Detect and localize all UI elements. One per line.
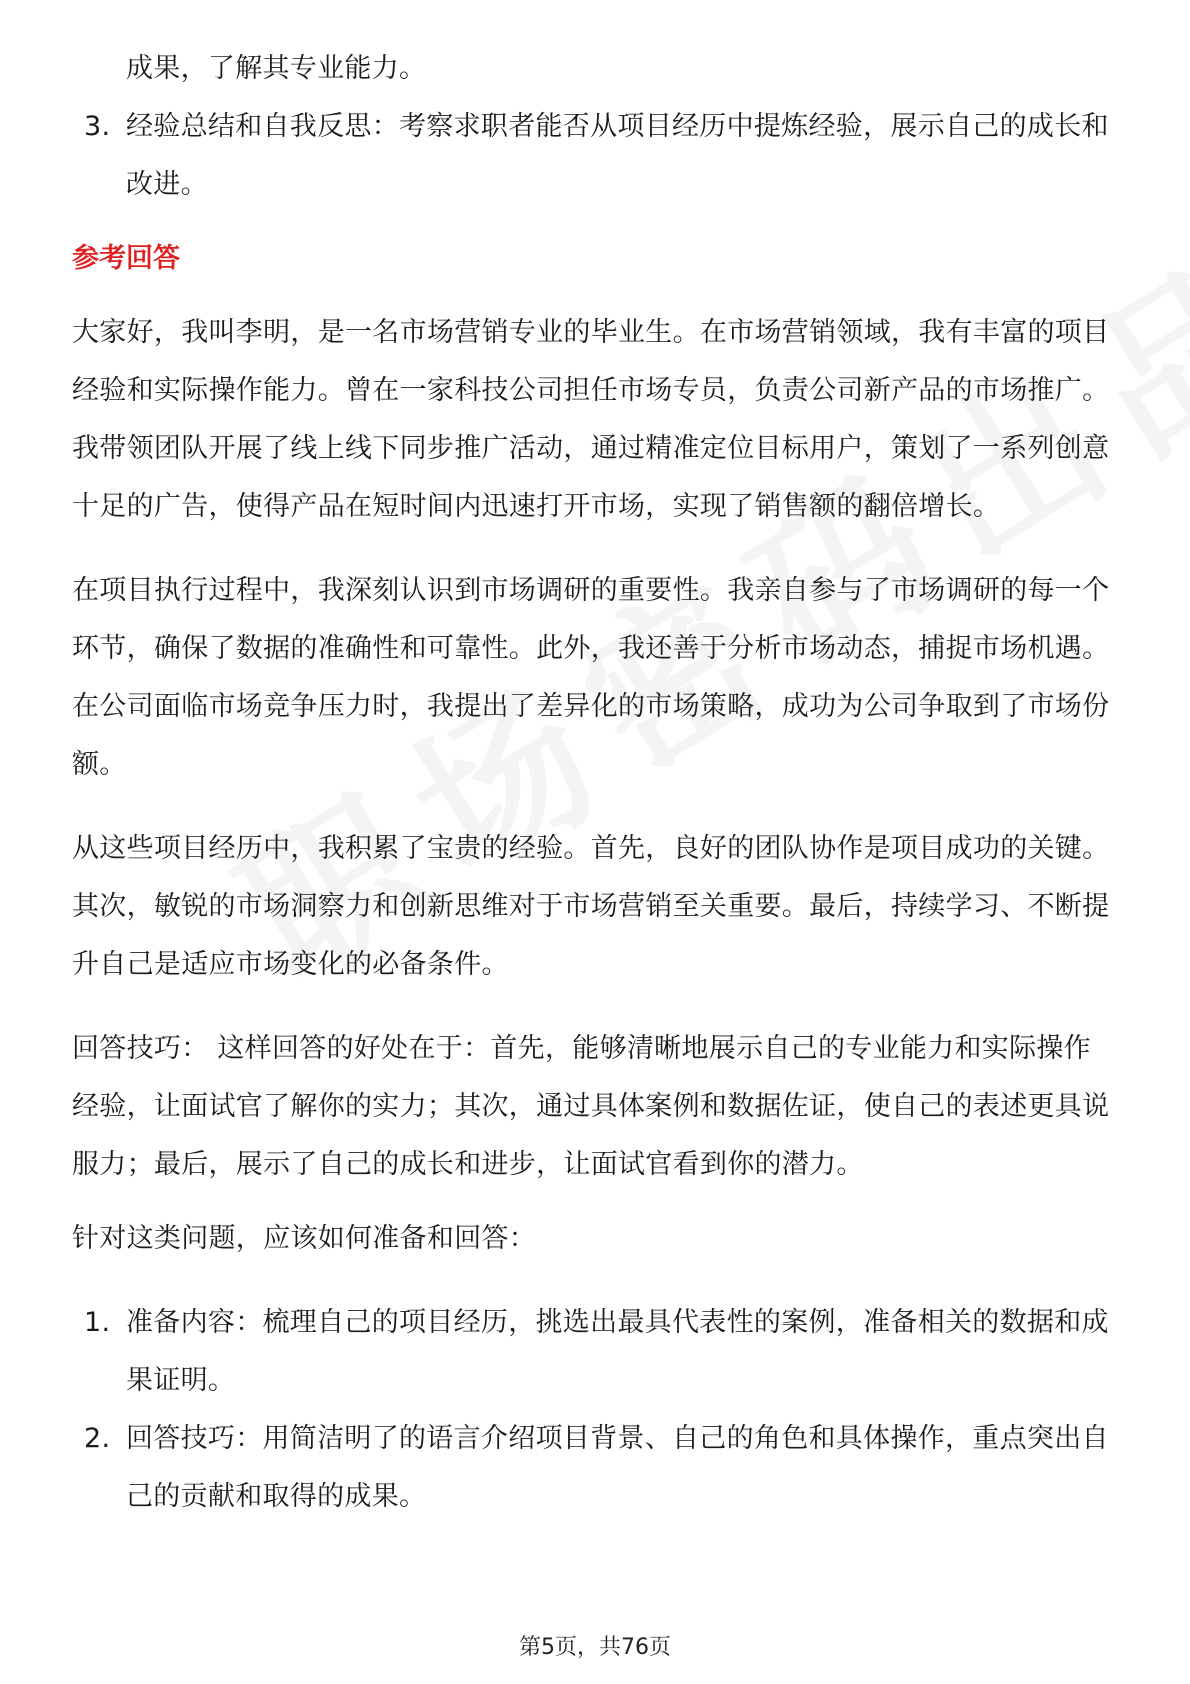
- paragraph: 从这些项目经历中，我积累了宝贵的经验。首先，良好的团队协作是项目成功的关键。其次，敏锐的市场洞察力和创新思维对于市场营销至关重要。最后，持续学习、不断提升自己是适应市场变化的必备条件。: [72, 833, 1110, 980]
- list-item-text: 准备内容：梳理自己的项目经历，挑选出最具代表性的案例，准备相关的数据和成果证明。: [126, 1307, 1109, 1396]
- list-item-number: 1.: [84, 1307, 111, 1338]
- section-heading: 参考回答: [72, 243, 180, 274]
- list-item-text: 回答技巧：用简洁明了的语言介绍项目背景、自己的角色和具体操作，重点突出自己的贡献和取得的成果。: [126, 1423, 1109, 1512]
- list-item: [72, 1410, 1118, 1526]
- list-item-number: 3.: [84, 111, 111, 142]
- paragraph: 针对这类问题，应该如何准备和回答：: [72, 1223, 537, 1254]
- page-footer: 第5页，共76页: [519, 1635, 671, 1660]
- list-item: [72, 1294, 1118, 1410]
- page-content: [72, 40, 1118, 1526]
- list-item-number: 2.: [84, 1423, 111, 1454]
- list-item-continuation: 成果，了解其专业能力。: [126, 53, 427, 84]
- paragraph: 大家好，我叫李明，是一名市场营销专业的毕业生。在市场营销领域，我有丰富的项目经验和实际操作能力。曾在一家科技公司担任市场专员，负责公司新产品的市场推广。我带领团队开展了线上线下同步推广活动，通过精准定位目标用户，策划了一系列创意十足的广告，使得产品在短时间内迅速打开市场，实现了销售额的翻倍增长。: [72, 317, 1110, 522]
- paragraph: 在项目执行过程中，我深刻认识到市场调研的重要性。我亲自参与了市场调研的每一个环节，确保了数据的准确性和可靠性。此外，我还善于分析市场动态，捕捉市场机遇。在公司面临市场竞争压力时，我提出了差异化的市场策略，成功为公司争取到了市场份额。: [72, 575, 1110, 780]
- list-item: [72, 98, 1118, 214]
- list-item-text: 经验总结和自我反思：考察求职者能否从项目经历中提炼经验，展示自己的成长和改进。: [126, 111, 1109, 200]
- paragraph: 回答技巧： 这样回答的好处在于：首先，能够清晰地展示自己的专业能力和实际操作经验，让面试官了解你的实力；其次，通过具体案例和数据佐证，使自己的表述更具说服力；最后，展示了自己的成长和进步，让面试官看到你的潜力。: [72, 1033, 1110, 1180]
